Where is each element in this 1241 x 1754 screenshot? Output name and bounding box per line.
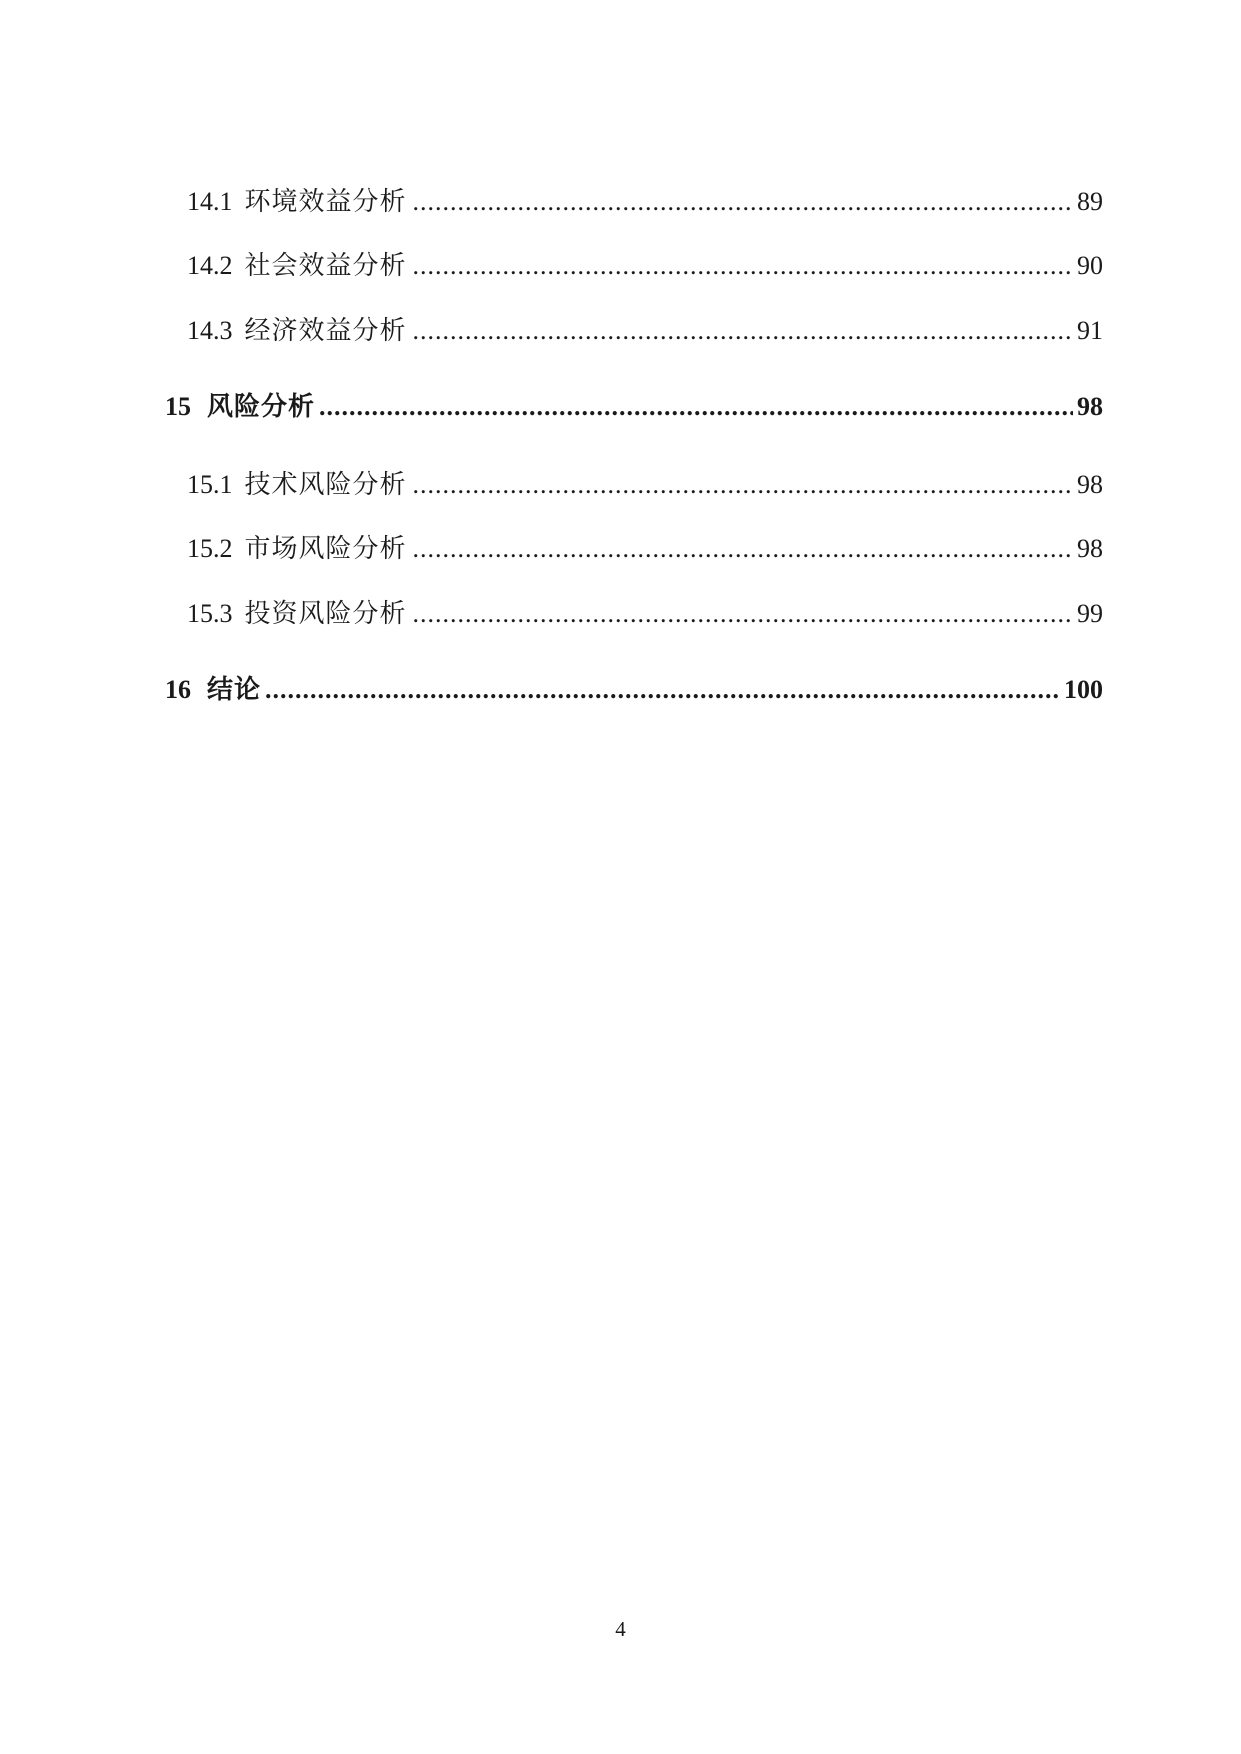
toc-entry-number: 15.3 [187,599,233,628]
toc-dot-leader [413,534,1073,564]
toc-entry[interactable] [187,528,1103,565]
toc-entry-title: 环境效益分析 [244,187,407,216]
toc-entry-page: 98 [1077,470,1103,499]
toc-entry-number: 14.2 [187,251,233,280]
toc-entry-number: 15.1 [187,470,233,499]
toc-dot-leader [413,316,1073,346]
page-number: 4 [615,1617,626,1641]
toc-dot-leader [413,251,1073,281]
toc-entry-number: 15.2 [187,534,233,563]
toc-dot-leader [413,187,1073,217]
toc-dot-leader [319,392,1073,422]
toc-entry-number: 14.1 [187,187,233,216]
toc-entry-page: 98 [1077,392,1103,421]
toc-entry-page: 100 [1064,675,1103,704]
toc-entry-number: 16 [165,675,191,704]
toc-entry-title: 投资风险分析 [244,599,407,628]
toc-entry-title: 市场风险分析 [244,534,407,563]
toc-entry-title: 结论 [207,675,262,704]
toc-entry-page: 99 [1077,599,1103,628]
toc-entry-page: 91 [1077,316,1103,345]
toc-dot-leader [413,599,1073,629]
toc-chapter-entry[interactable] [165,669,1103,706]
toc-entry-title: 技术风险分析 [244,470,407,499]
toc-entry-page: 98 [1077,534,1103,563]
toc-dot-leader [413,470,1073,500]
toc-entry[interactable] [187,310,1103,347]
toc-entry-number: 15 [165,392,191,421]
toc-entry-title: 风险分析 [207,392,316,421]
toc-chapter-entry[interactable] [165,386,1103,423]
toc-entry-title: 社会效益分析 [244,251,407,280]
toc-entry[interactable] [187,181,1103,218]
toc-entry[interactable] [187,245,1103,282]
toc-entry[interactable] [187,464,1103,501]
toc-entry-page: 89 [1077,187,1103,216]
toc-entry-page: 90 [1077,251,1103,280]
toc-entry[interactable] [187,593,1103,630]
toc-dot-leader [265,675,1060,705]
toc-entry-title: 经济效益分析 [244,316,407,345]
toc-entry-number: 14.3 [187,316,233,345]
